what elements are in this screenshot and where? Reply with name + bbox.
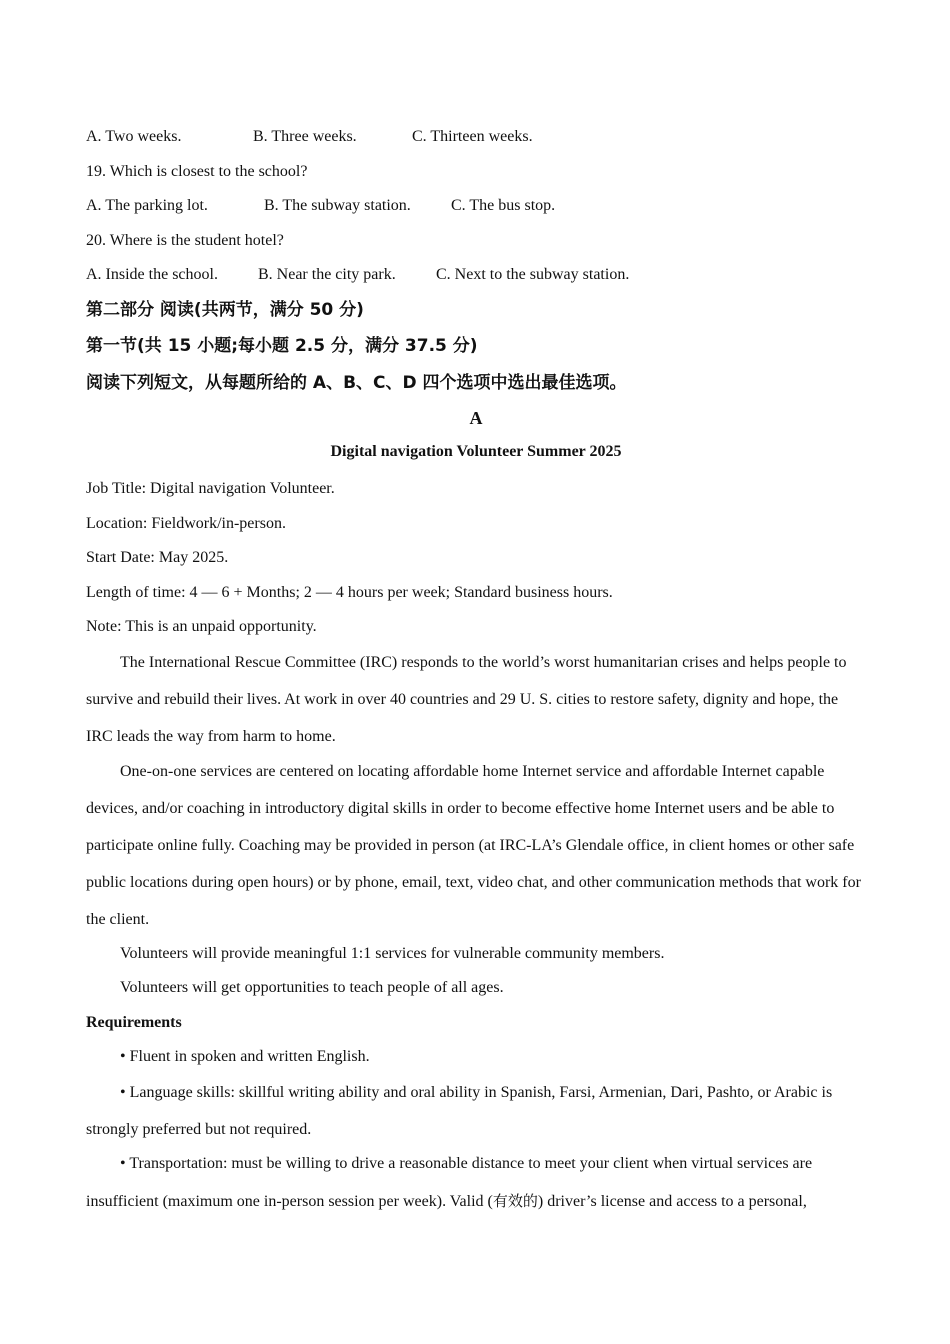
- q19-options: [86, 195, 866, 230]
- instructions: 阅读下列短文，从每题所给的 A、B、C、D 四个选项中选出最佳选项。: [86, 372, 627, 393]
- note: Note: This is an unpaid opportunity.: [86, 618, 317, 636]
- document-page: [86, 126, 866, 1224]
- job-title: Job Title: Digital navigation Volunteer.: [86, 479, 335, 497]
- q19-option-b: B. The subway station.: [264, 197, 411, 215]
- requirement-transportation-text-1: • Transportation: must be willing to drive a reasonable distance to meet your client when virtual services are insufficient (maximum one in-person session per week). Valid (: [86, 1155, 813, 1210]
- requirement-transportation-cn: 有效的: [492, 1191, 538, 1210]
- passage-letter: A: [469, 408, 483, 429]
- requirement-transportation-text-2: ) driver’s license and access to a personal,: [537, 1192, 807, 1210]
- q20-option-c: C. Next to the subway station.: [436, 266, 630, 284]
- q18-options: [86, 126, 866, 161]
- length-of-time: Length of time: 4 — 6 + Months; 2 — 4 hours per week; Standard business hours.: [86, 583, 613, 601]
- paragraph-services: One-on-one services are centered on locating affordable home Internet service and affordable Internet capable devices, and/or coaching in introductory digital skills in order to become effective home Internet users and be able to participate online fully. Coaching may be provided in person (at IRC-LA’s Glendale office, in client homes or other safe public locations during open hours) or by phone, email, text, video chat, and other communication methods that work for the client.: [86, 762, 861, 929]
- q19-question: 19. Which is closest to the school?: [86, 162, 308, 180]
- passage-title: Digital navigation Volunteer Summer 2025: [330, 443, 622, 461]
- subsection-heading: 第一节(共 15 小题;每小题 2.5 分，满分 37.5 分): [86, 336, 478, 357]
- requirement-english: • Fluent in spoken and written English.: [120, 1048, 370, 1066]
- q18-option-a: A. Two weeks.: [86, 128, 182, 145]
- requirement-language-skills: • Language skills: skillful writing ability and oral ability in Spanish, Farsi, Armenian, Dari, Pashto, or Arabic is strongly preferred but not required.: [86, 1083, 833, 1139]
- part-heading: 第二部分 阅读(共两节，满分 50 分): [86, 299, 364, 320]
- location: Location: Fieldwork/in-person.: [86, 514, 286, 532]
- q20-question: 20. Where is the student hotel?: [86, 231, 284, 249]
- paragraph-volunteers-services: Volunteers will provide meaningful 1:1 services for vulnerable community members.: [120, 944, 665, 962]
- q20-option-b: B. Near the city park.: [258, 266, 396, 284]
- q20-option-a: A. Inside the school.: [86, 266, 218, 284]
- requirements-heading: Requirements: [86, 1013, 182, 1031]
- q20-options: [86, 264, 866, 299]
- paragraph-volunteers-teach: Volunteers will get opportunities to teach people of all ages.: [120, 979, 504, 997]
- q18-option-b: B. Three weeks.: [253, 128, 357, 145]
- q19-option-c: C. The bus stop.: [451, 197, 556, 215]
- start-date: Start Date: May 2025.: [86, 549, 229, 567]
- q19-option-a: A. The parking lot.: [86, 197, 208, 215]
- requirement-transportation: [86, 1145, 866, 1219]
- q18-option-c: C. Thirteen weeks.: [412, 128, 533, 145]
- paragraph-irc-intro: The International Rescue Committee (IRC) responds to the world’s worst humanitarian crises and helps people to survive and rebuild their lives. At work in over 40 countries and 29 U. S. cities to restore safety, dignity and hope, the IRC leads the way from harm to home.: [86, 653, 847, 746]
